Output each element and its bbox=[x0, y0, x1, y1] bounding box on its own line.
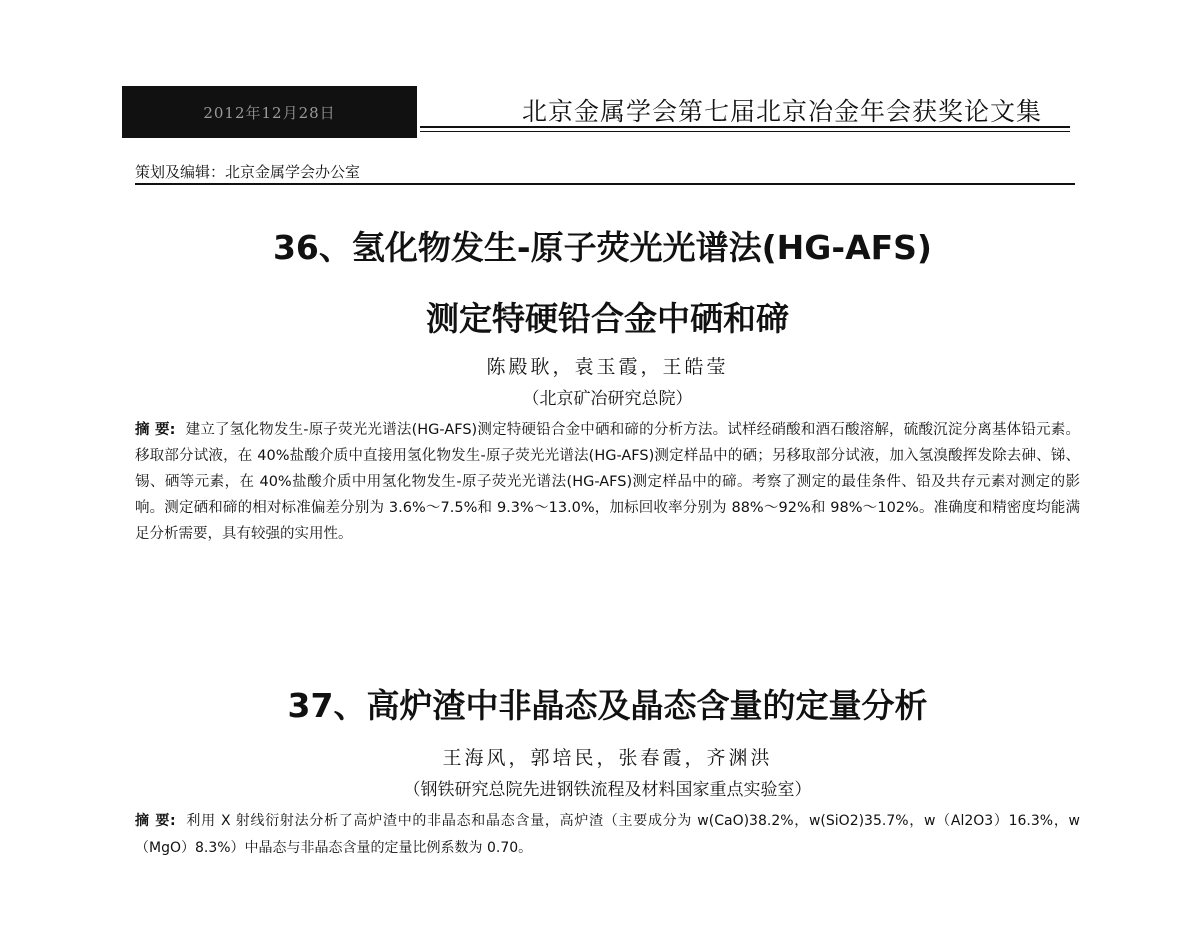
article-36 bbox=[135, 222, 1080, 547]
article-title-line1: 36、氢化物发生-原子荧光光谱法(HG-AFS) bbox=[272, 228, 933, 267]
section-rule bbox=[135, 183, 1075, 185]
header-rule bbox=[420, 126, 1070, 128]
issue-date: 2012年12月28日 bbox=[122, 86, 417, 138]
article-affiliation: （钢铁研究总院先进钢铁流程及材料国家重点实验室） bbox=[403, 780, 812, 800]
header-rule-thin bbox=[420, 131, 1070, 132]
article-authors: 王海风，郭培民，张春霞，齐渊洪 bbox=[442, 747, 773, 769]
abstract-label: 摘 要: bbox=[135, 813, 176, 829]
article-abstract bbox=[135, 808, 1080, 862]
abstract-label: 摘 要: bbox=[135, 422, 176, 438]
article-37 bbox=[135, 680, 1080, 862]
article-authors: 陈殿耿，袁玉霞，王皓莹 bbox=[486, 356, 729, 378]
editor-credit: 策划及编辑：北京金属学会办公室 bbox=[135, 163, 361, 181]
article-affiliation: （北京矿冶研究总院） bbox=[522, 389, 693, 409]
journal-title: 北京金属学会第七届北京冶金年会获奖论文集 bbox=[522, 97, 1043, 126]
article-abstract bbox=[135, 417, 1080, 547]
article-title-line2: 测定特硬铅合金中硒和碲 bbox=[426, 299, 789, 338]
abstract-text: 利用 X 射线衍射法分析了高炉渣中的非晶态和晶态含量，高炉渣（主要成分为 w(CaO)38.2%，w(SiO2)35.7%，w（Al2O3）16.3%，w（MgO）8.3%）中晶态与非晶态含量的定量比例系数为 0.70。 bbox=[135, 813, 1080, 856]
abstract-text: 建立了氢化物发生-原子荧光光谱法(HG-AFS)测定特硬铅合金中硒和碲的分析方法。试样经硝酸和酒石酸溶解，硫酸沉淀分离基体铅元素。移取部分试液，在 40%盐酸介质中直接用氢化物发生-原子荧光光谱法(HG-AFS)测定样品中的硒；另移取部分试液，加入氢溴酸挥发除去砷、锑、锡、硒等元素，在 40%盐酸介质中用氢化物发生-原子荧光光谱法(HG-AFS)测定样品中的碲。考察了测定的最佳条件、铅及共存元素对测定的影响。测定硒和碲的相对标准偏差分别为 3.6%～7.5%和 9.3%～13.0%，加标回收率分别为 88%～92%和 98%～102%。准确度和精密度均能满足分析需要，具有较强的实用性。 bbox=[135, 422, 1080, 542]
article-title-line1: 37、高炉渣中非晶态及晶态含量的定量分析 bbox=[287, 686, 928, 725]
